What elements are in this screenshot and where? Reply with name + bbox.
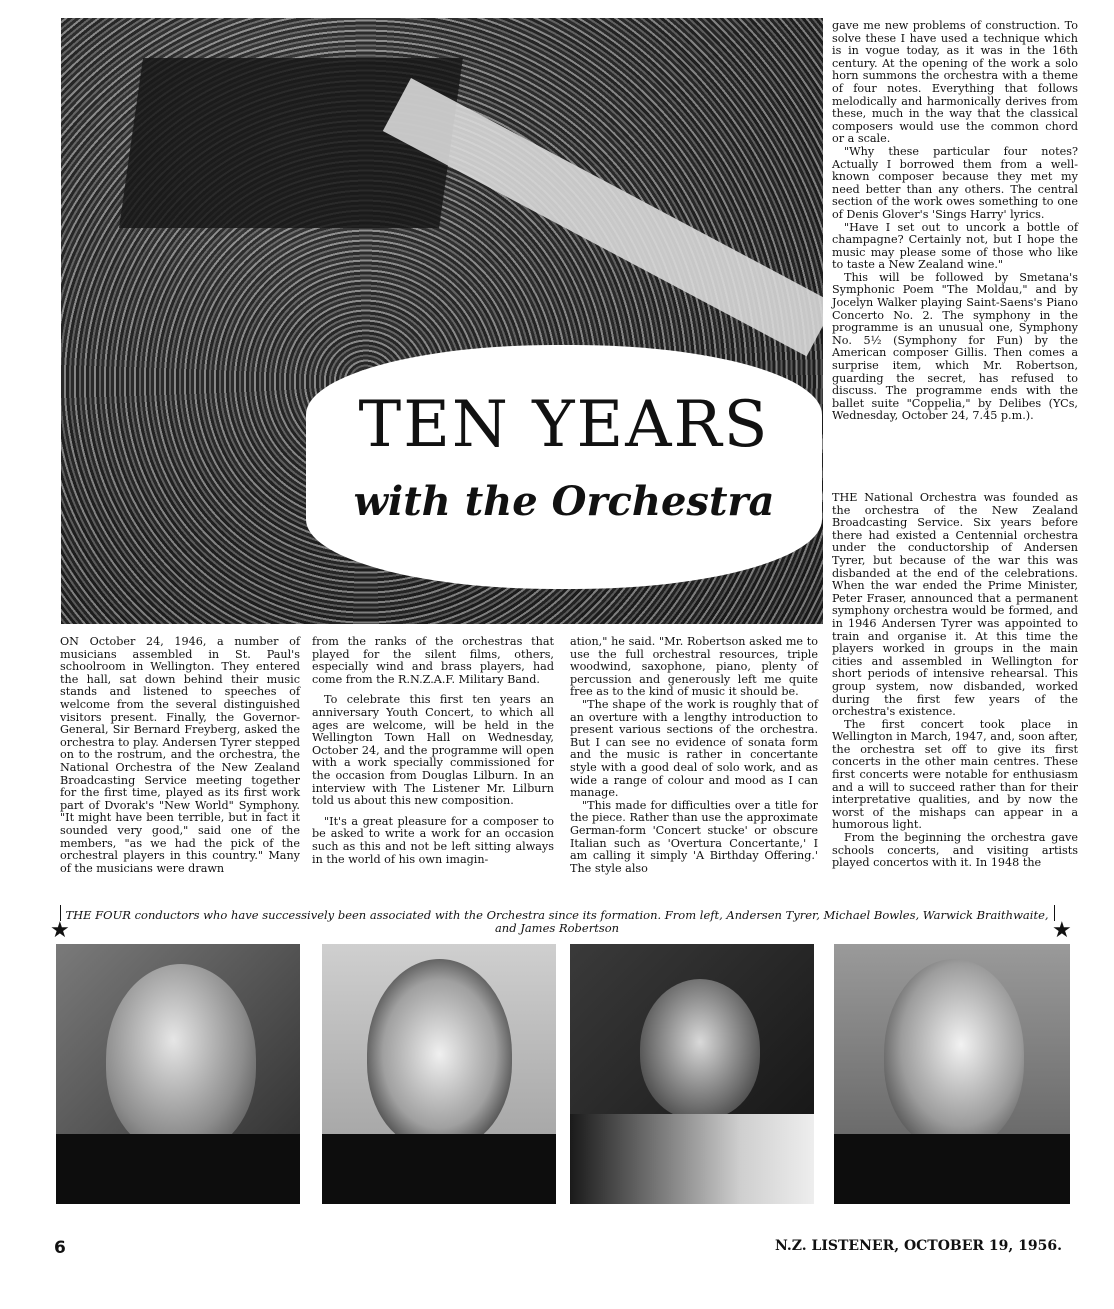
title-plaque [309,348,819,586]
paragraph: ON October 24, 1946, a number of musicians assembled in St. Paul's schoolroom in Wellington. They entered the hall, sat down behind their music stands and listened to speeches of welcome from the several distinguished visitors present. Finally, the Governor-General, Sir Bernard Freyberg, asked the orchestra to play. Andersen Tyrer stepped on to the rostrum, and the orchestra, the National Orchestra of the New Zealand Broadcasting Service meeting together for the first time, played as its first work part of Dvorak's "New World" Symphony. "It might have been terrible, but in fact it sounded very good," said one of the members, "as we had the pick of the orchestral players in this country." Many of the musicians were drawn [60,635,300,875]
paragraph: To celebrate this first ten years an anniversary Youth Concert, to which all ages are welcome, will be held in the Wellington Town Hall on Wednesday, October 24, and the programme will open with a work specially commissioned for the occasion from Douglas Lilburn. In an interview with The Listener Mr. Lilburn told us about this new composition. [312,693,554,808]
portrait-james-robertson [834,944,1070,1204]
headline-subtitle: with the Orchestra [353,478,775,525]
hero-photo [61,18,823,624]
paragraph: "Why these particular four notes? Actually I borrowed them from a well-known composer because they met my need better than any others. The central section of the work owes something to one of Denis Glover's 'Sings Harry' lyrics. [832,144,1078,221]
paragraph: "Have I set out to uncork a bottle of champagne? Certainly not, but I hope the music may please some of those who like to taste a New Zealand wine." [832,220,1078,272]
paragraph: The first concert took place in Wellington in March, 1947, and, soon after, the orchestra set off to give its first concerts in the other main centres. These first concerts were notable for enthusiasm and a will to succeed rather than for their interpretative qualities, and by now the worst of the mishaps can appear in a humorous light. [832,717,1079,832]
publication-line: N.Z. LISTENER, OCTOBER 19, 1956. [775,1238,1062,1254]
star-icon: ★ [50,918,70,943]
headline-title: TEN YEARS [358,388,770,462]
paragraph: From the beginning the orchestra gave schools concerts, and visiting artists played concertos with it. In 1948 the [832,831,1078,870]
article-column-2 [312,636,554,866]
portrait-warwick-braithwaite [570,944,814,1204]
paragraph: "The shape of the work is roughly that of an overture with a lengthy introduction to present various sections of the orchestra. But I can see no evidence of sonata form and the music is rather in concertante style with a good deal of solo work, and as wide a range of colour and mood as I can manage. [570,697,818,800]
article-column-4-top [832,20,1078,423]
article-column-3 [570,636,818,875]
portrait-michael-bowles [322,944,556,1204]
paragraph: "It's a great pleasure for a composer to be asked to write a work for an occasion such as this and not be left sitting always in the world of his own imagin- [312,814,554,866]
paragraph: gave me new problems of construction. To solve these I have used a technique which is in vogue today, as it was in the 16th century. At the opening of the work a solo horn summons the orchestra with a theme of four notes. Everything that follows melodically and harmonically derives from these, much in the way that the classical composers would use the common chord or a scale. [832,19,1078,146]
article-column-1 [60,636,300,875]
star-icon: ★ [1052,918,1072,943]
article-column-4-bottom [832,492,1078,870]
page-number: 6 [54,1238,66,1258]
paragraph: ation," he said. "Mr. Robertson asked me to use the full orchestral resources, triple woodwind, saxophone, piano, plenty of percussion and generously left me quite free as to the kind of music it should be. [570,635,818,699]
paragraph: from the ranks of the orchestras that played for the silent films, others, especially wind and brass players, had come from the R.N.Z.A.F. Military Band. [312,635,554,686]
paragraph: THE National Orchestra was founded as the orchestra of the New Zealand Broadcasting Service. Six years before there had existed a Centennial orchestra under the conductorship of Andersen Tyrer, but because of the war this was disbanded at the end of the celebrations. When the war ended the Prime Minister, Peter Fraser, announced that a permanent symphony orchestra would be formed, and in 1946 Andersen Tyrer was appointed to train and organise it. At this time the players worked in groups in the main cities and assembled in Wellington for short periods of intensive rehearsal. This group system, now disbanded, worked during the first few years of the orchestra's existence. [832,491,1078,719]
paragraph: This will be followed by Smetana's Symphonic Poem "The Moldau," and by Jocelyn Walker playing Saint-Saens's Piano Concerto No. 2. The symphony in the programme is an unusual one, Symphony No. 5½ (Symphony for Fun) by the American composer Gillis. Then comes a surprise item, which Mr. Robertson, guarding the secret, has refused to discuss. The programme ends with the ballet suite "Coppelia," by Delibes (YCs, Wednesday, October 24, 7.45 p.m.). [832,270,1078,423]
portrait-andersen-tyrer [56,944,300,1204]
paragraph: "This made for difficulties over a title for the piece. Rather than use the approximate German-form 'Concert stucke' or obscure Italian such as 'Overtura Concertante,' I am calling it simply 'A Birthday Offering.' The style also [570,798,818,875]
photo-caption: THE FOUR conductors who have successively been associated with the Orchestra since its formation. From left, Andersen Tyrer, Michael Bowles, Warwick Braithwaite, and James Robertson [65,908,1049,935]
